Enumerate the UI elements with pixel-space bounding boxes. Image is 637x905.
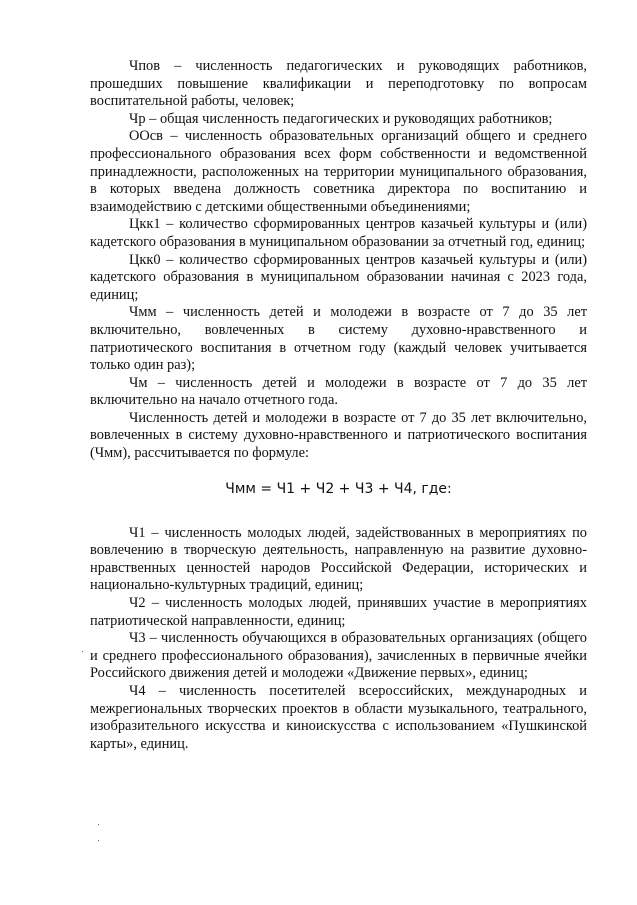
- definition-ch1: Ч1 – численность молодых людей, задействованных в мероприятиях по вовлечению в творческую деятельность, направленную на развитие духовно-нравственных ценностей народов Российской Федерации, исторических и национально-культурных традиций, единиц;: [90, 524, 587, 594]
- scan-speck-2: [98, 840, 99, 841]
- definition-ch3: Ч3 – численность обучающихся в образовательных организациях (общего и среднего профессионального образования), зачисленных в первичные ячейки Российского движения детей и молодежи «Движение первых», единиц;: [90, 630, 587, 682]
- definition-chmm: Чмм – численность детей и молодежи в возрасте от 7 до 35 лет включительно, вовлеченных в систему духовно-нравственного и патриотического воспитания в отчетном году (каждый человек учитывается только один раз);: [90, 304, 587, 374]
- scan-speck-1: [98, 824, 99, 825]
- scan-speck-3: [82, 651, 83, 652]
- formula: Чмм = Ч1 + Ч2 + Ч3 + Ч4, где:: [225, 480, 452, 497]
- document-body: [90, 58, 587, 753]
- formula-intro: Численность детей и молодежи в возрасте от 7 до 35 лет включительно, вовлеченных в систему духовно-нравственного и патриотического воспитания (Чмм), рассчитывается по формуле:: [90, 409, 587, 462]
- definition-ch2: Ч2 – численность молодых людей, принявших участие в мероприятиях патриотической направленности, единиц;: [90, 595, 587, 629]
- definition-ch4: Ч4 – численность посетителей всероссийских, международных и межрегиональных творческих проектов в области музыкального, театрального, изобразительного искусства и киноискусства с использованием «Пушкинской карты», единиц.: [90, 683, 587, 752]
- definition-chpov: Чпов – численность педагогических и руководящих работников, прошедших повышение квалификации и переподготовку по вопросам воспитательной работы, человек;: [90, 58, 587, 110]
- definition-chr: Чр – общая численность педагогических и руководящих работников;: [129, 110, 553, 127]
- definition-tskk0: Цкк0 – количество сформированных центров казачьей культуры и (или) кадетского образования в муниципальном образовании начиная с 2023 года, единиц;: [90, 251, 587, 303]
- definition-tskk1: Цкк1 – количество сформированных центров казачьей культуры и (или) кадетского образования в муниципальном образовании за отчетный год, единиц;: [90, 216, 587, 250]
- definition-oosv: ООсв – численность образовательных организаций общего и среднего профессионального образования всех форм собственности и ведомственной принадлежности, расположенных на территории муниципального образования, в которых введена должность советника директора по воспитанию и взаимодействию с детскими общественными объединениями;: [90, 128, 587, 215]
- definition-chm: Чм – численность детей и молодежи в возрасте от 7 до 35 лет включительно на начало отчетного года.: [90, 374, 587, 409]
